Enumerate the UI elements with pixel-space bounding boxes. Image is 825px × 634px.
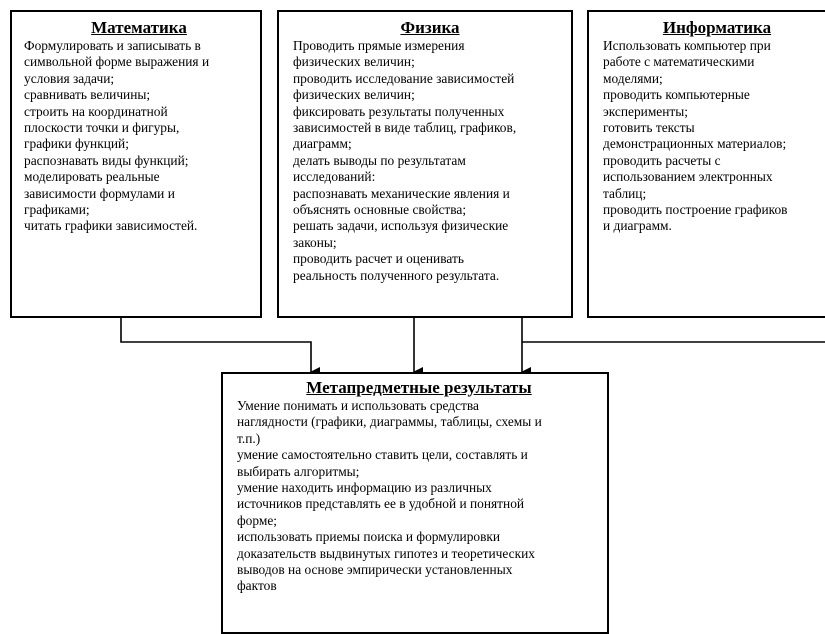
math-text: Формулировать и записывать в символьной форме выражения и условия задачи; сравнивать величины; строить на координатной плоскости точки и фигуры, графики функций; распознавать виды функций; моделировать реальные зависимости формулами и графиками; читать графики зависимостей. [24, 38, 210, 234]
results-title: Метапредметные результаты [306, 378, 532, 397]
math-title: Математика [91, 18, 187, 37]
informatics-text: Использовать компьютер при работе с математическими моделями; проводить компьютерные эксперименты; готовить тексты демонстрационных материалов; проводить расчеты с использованием электронных таблиц; проводить построение графиков и диаграмм. [603, 38, 788, 234]
informatics-box [587, 10, 825, 318]
physics-title: Физика [400, 18, 460, 37]
arrow-math-to-results [121, 318, 311, 372]
results-text: Умение понимать и использовать средства наглядности (графики, диаграммы, таблицы, схемы и т.п.) умение самостоятельно ставить цели, составлять и выбирать алгоритмы; умение находить информацию из различных источников представлять ее в удобной и понятной форме; использовать приемы поиска и формулировки доказательств выдвинутых гипотез и теоретических выводов на основе эмпирически установленных фактов [237, 398, 542, 594]
math-box [10, 10, 262, 318]
physics-text: Проводить прямые измерения физических величин; проводить исследование зависимостей физических величин; фиксировать результаты полученных зависимостей в виде таблиц, графиков, диаграмм; делать выводы по результатам исследований: распознавать механические явления и объяснять основные свойства; решать задачи, используя физические законы; проводить расчет и оценивать реальность полученного результата. [293, 38, 517, 283]
physics-box [277, 10, 573, 318]
informatics-title: Информатика [662, 18, 772, 37]
results-box [221, 372, 609, 634]
